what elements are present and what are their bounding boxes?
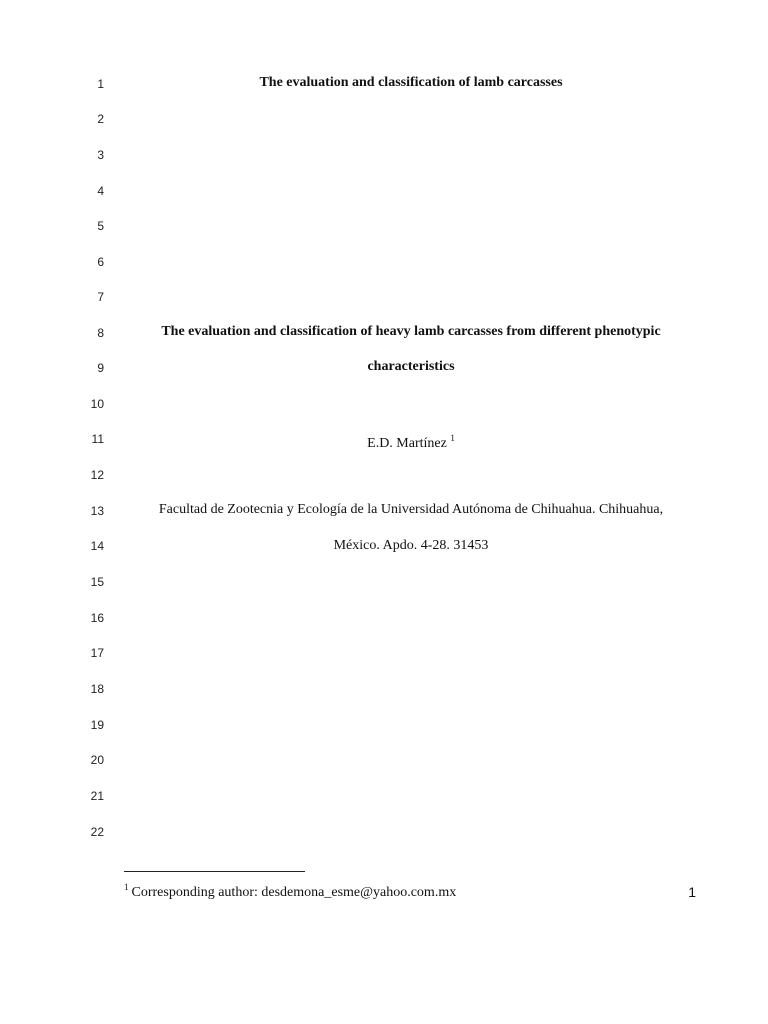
- author-footnote-marker: 1: [450, 433, 455, 443]
- line-number-14: 14: [90, 539, 104, 553]
- footnote-separator: [124, 871, 305, 872]
- line-number-9: 9: [97, 361, 104, 375]
- line-number-2: 2: [97, 112, 104, 126]
- line-number-10: 10: [90, 397, 104, 411]
- line-number-5: 5: [97, 219, 104, 233]
- line-number-8: 8: [97, 326, 104, 340]
- line-number-17: 17: [90, 646, 104, 660]
- footnote-marker: 1: [124, 882, 129, 892]
- footnote-text: Corresponding author: desdemona_esme@yahoo.com.mx: [131, 885, 457, 900]
- line-number-7: 7: [97, 290, 104, 304]
- line-number-3: 3: [97, 148, 104, 162]
- line-number-4: 4: [97, 184, 104, 198]
- line-number-16: 16: [90, 611, 104, 625]
- affiliation-line-2: México. Apdo. 4-28. 31453: [333, 538, 489, 553]
- affiliation-line-1: Facultad de Zootecnia y Ecología de la Universidad Autónoma de Chihuahua. Chihuahua,: [158, 502, 664, 517]
- line-number-19: 19: [90, 718, 104, 732]
- line-number-12: 12: [90, 468, 104, 482]
- author-name: E.D. Martínez: [367, 436, 447, 451]
- line-number-6: 6: [97, 255, 104, 269]
- paper-title-line-1: The evaluation and classification of heavy lamb carcasses from different phenotypic: [161, 324, 661, 339]
- line-number-1: 1: [97, 77, 104, 91]
- line-number-21: 21: [90, 789, 104, 803]
- running-title: The evaluation and classification of lamb carcasses: [259, 75, 563, 90]
- line-number-15: 15: [90, 575, 104, 589]
- line-number-22: 22: [90, 825, 104, 839]
- line-number-20: 20: [90, 753, 104, 767]
- paper-title-line-2: characteristics: [367, 359, 455, 374]
- author: [120, 430, 702, 452]
- footnote: [124, 879, 456, 901]
- line-number-11: 11: [91, 432, 104, 446]
- page-number: 1: [688, 884, 696, 900]
- line-number-18: 18: [90, 682, 104, 696]
- line-number-13: 13: [90, 504, 104, 518]
